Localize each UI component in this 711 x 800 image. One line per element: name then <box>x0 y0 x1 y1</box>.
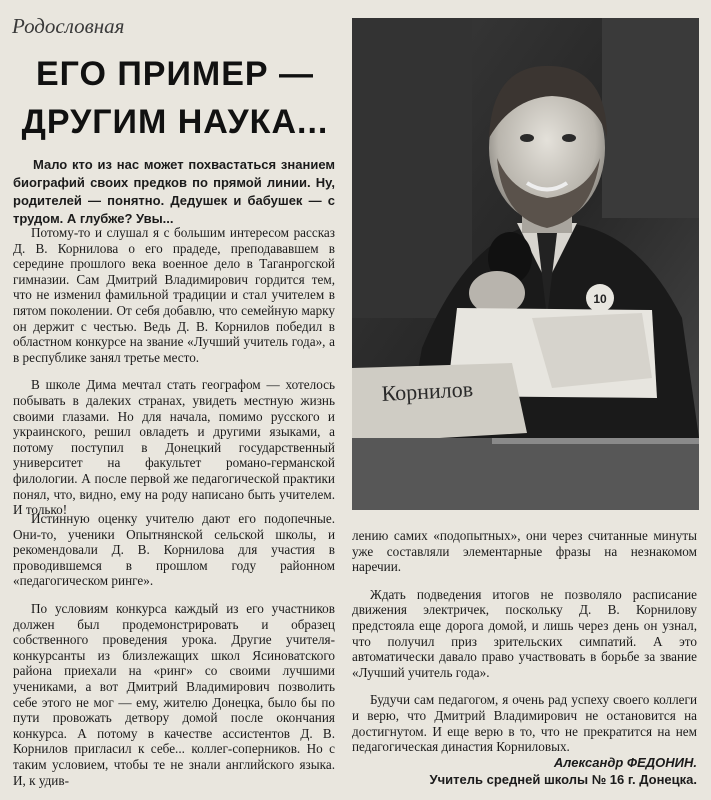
body-paragraph: Ждать подведения итогов не позволяло расписание движения электричек, поскольку Д. В. Корнилову предстояла еще дорога домой, и лишь через день он узнал, что получил приз зрительских симпатий. А это автоматически давало право участвовать в борьбе за звание «Лучший учитель года». <box>352 586 697 680</box>
column-2 <box>352 528 697 767</box>
headline-line-2: ДРУГИМ НАУКА... <box>21 103 329 141</box>
rubric-label: Родословная <box>12 14 125 38</box>
body-paragraph: Истинную оценку учителю дают его подопечные. Они-то, ученики Опытнянской сельской школы, и рекомендовали Д. В. Корнилова для участия в проводившемся в прошлом году районном «педагогическом ринге». <box>13 511 335 589</box>
photo-illustration <box>352 18 699 510</box>
body-paragraph: По условиям конкурса каждый из его участников должен был продемонстрировать и образец собственного проведения урока. Другие учителя-конкурсанты из близлежащих школ Ясиноватского района приехали на «ринг» со своими лучшими учениками, а вот Дмитрий Владимирович позволить себе этого не мог — ему, жителю Донецка, было бы по пути провожать детвору домой после окончания конкурса. А потому в качестве ассистентов Д. В. Корнилов пригласил к себе... коллег-соперников. Но с таким условием, чтобы те не знали английского языка. И, к удив- <box>13 600 335 788</box>
headline-line-1: ЕГО ПРИМЕР — <box>35 55 315 93</box>
portrait-photo <box>352 18 699 510</box>
badge-number: 10 <box>593 292 607 306</box>
column-1-top <box>13 225 335 530</box>
body-paragraph: Будучи сам педагогом, я очень рад успеху своего коллеги и верю, что Дмитрий Владимирович не остановится на достигнутом. И еще верю в то, что не прекратится на нем педагогическая династия Корниловых. <box>352 692 697 755</box>
column-1-bottom <box>13 511 335 800</box>
headline <box>0 50 350 146</box>
body-paragraph: Потому-то и слушал я с большим интересом рассказ Д. В. Корнилова о его прадеде, преподававшем в середине прошлого века военное дело в Таганрогской гимназии. Сам Дмитрий Владимирович гордится тем, что не изменил фамильной традиции и стал учителем в пятом поколении. От себя добавлю, что семейную марку он держит с честью. Ведь Д. В. Корнилов победил в областном конкурсе на звание «Лучший учитель года», а в республике занял третье место. <box>13 225 335 365</box>
author-position: Учитель средней школы № 16 г. Донецка. <box>429 772 697 787</box>
author-name: Александр ФЕДОНИН. <box>553 755 697 770</box>
body-paragraph: лению самих «подопытных», они через считанные минуты уже составляли элементарные фразы на незнакомом наречии. <box>352 528 697 575</box>
nameplate-text: Корнилов <box>380 376 474 406</box>
body-paragraph: В школе Дима мечтал стать географом — хотелось побывать в далеких странах, увидеть местную жизнь своими глазами. Но для начала, помимо русского и украинского, решил овладеть и другими языками, а потому поступил в Донецкий государственный университет на факультет романо-германской филологии. А после первой же педагогической практики понял, что, видно, ему на роду написано быть учителем. И только! <box>13 377 335 518</box>
author-signature <box>430 754 697 788</box>
lead-paragraph: Мало кто из нас может похвастаться знанием биографий своих предков по прямой линии. Ну, родителей — понятно. Дедушек и бабушек — с трудом. А глубже? Увы... <box>13 157 335 226</box>
